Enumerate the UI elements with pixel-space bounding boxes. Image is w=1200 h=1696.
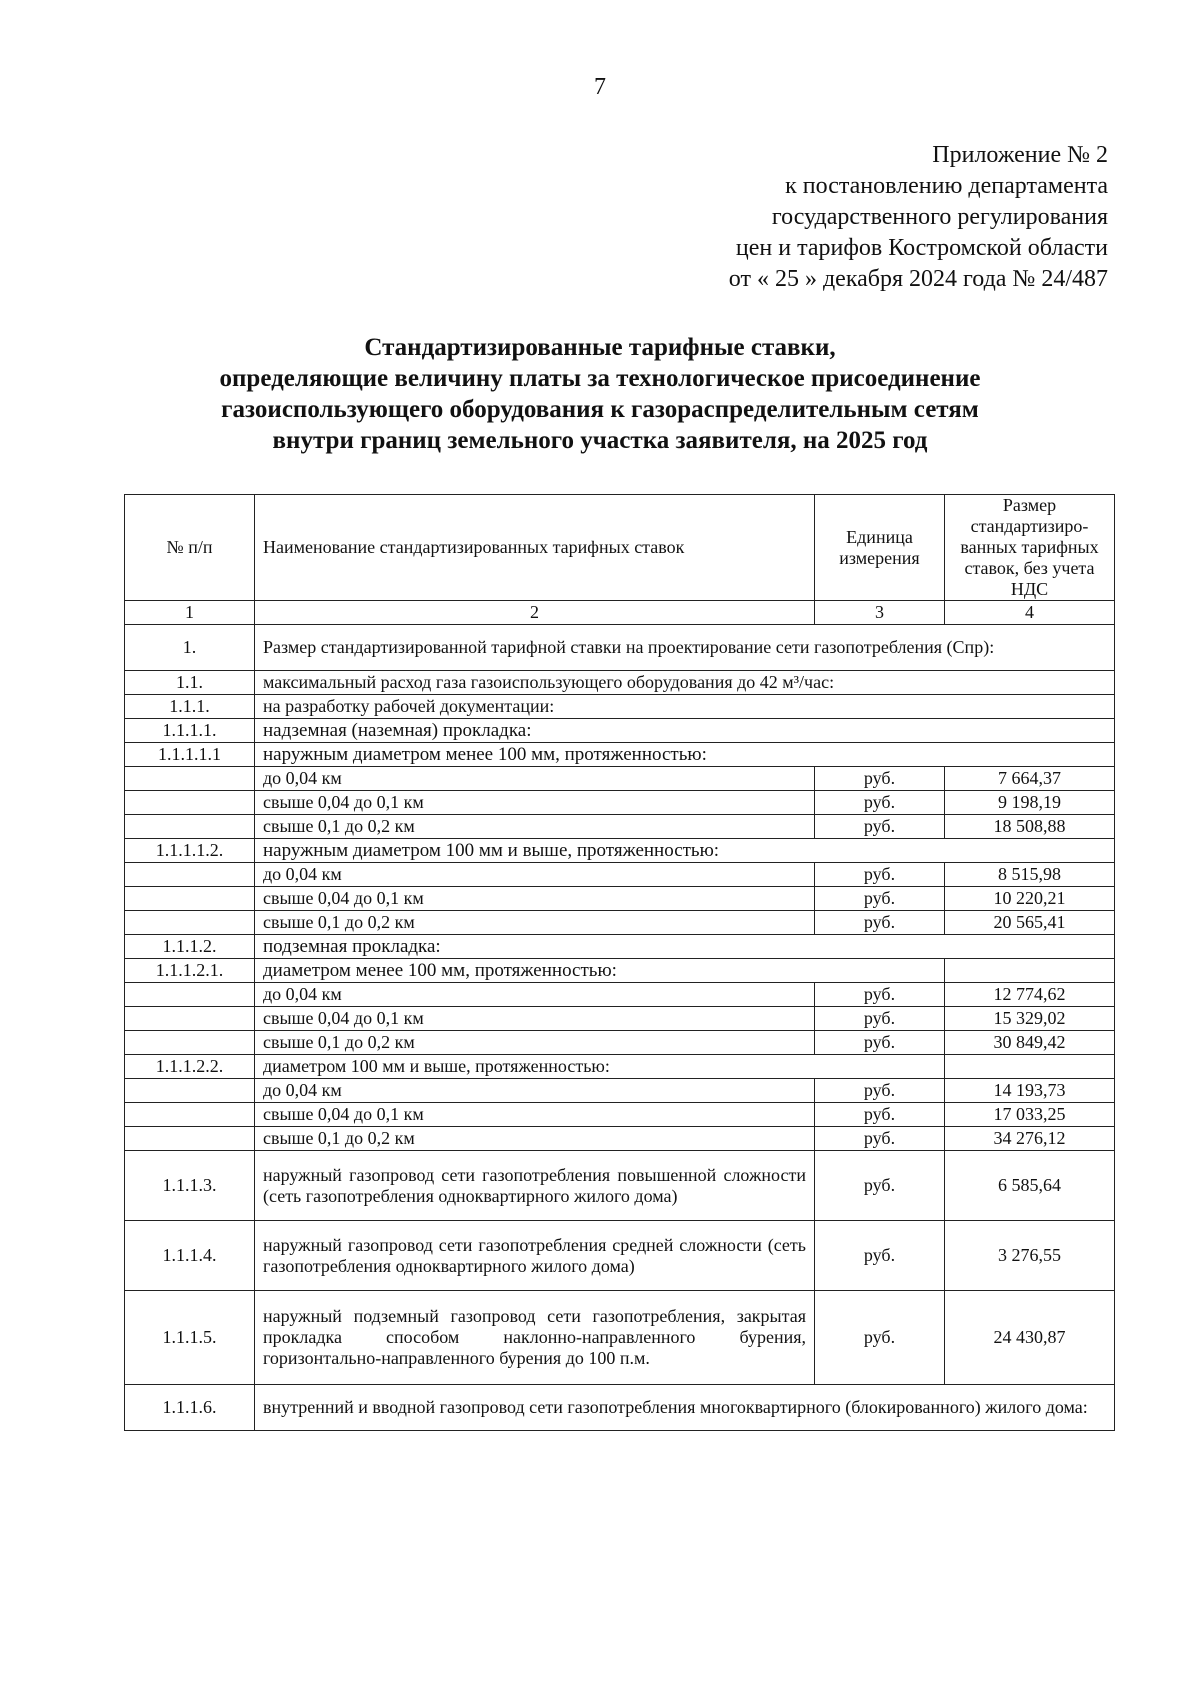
row-number: 1.1.1.6. [125, 1385, 255, 1431]
table-header-row [125, 495, 1115, 601]
row-value: 8 515,98 [945, 863, 1115, 887]
row-name: наружный подземный газопровод сети газопотребления, закрытая прокладка способом наклонно-направленного бурения, горизонтально-направленного бурения до 100 п.м. [255, 1291, 815, 1385]
row-number [125, 1079, 255, 1103]
table-row [125, 671, 1115, 695]
row-name: наружным диаметром 100 мм и выше, протяженностью: [255, 839, 1115, 863]
row-value [945, 1055, 1115, 1079]
row-number: 1.1.1.3. [125, 1151, 255, 1221]
appendix-line: Приложение № 2 [932, 142, 1108, 168]
table-row [125, 1127, 1115, 1151]
column-number: 4 [945, 601, 1115, 625]
row-number [125, 767, 255, 791]
row-number: 1. [125, 625, 255, 671]
row-name: до 0,04 км [255, 863, 815, 887]
table-row [125, 1291, 1115, 1385]
row-value: 7 664,37 [945, 767, 1115, 791]
header-unit: Единица измерения [815, 495, 945, 601]
row-value: 12 774,62 [945, 983, 1115, 1007]
row-unit: руб. [815, 1151, 945, 1221]
table-row [125, 625, 1115, 671]
row-name: до 0,04 км [255, 1079, 815, 1103]
row-value: 10 220,21 [945, 887, 1115, 911]
row-name: до 0,04 км [255, 983, 815, 1007]
row-name: свыше 0,1 до 0,2 км [255, 1127, 815, 1151]
row-name: подземная прокладка: [255, 935, 1115, 959]
table-row [125, 1103, 1115, 1127]
row-value: 14 193,73 [945, 1079, 1115, 1103]
column-number: 1 [125, 601, 255, 625]
row-unit: руб. [815, 767, 945, 791]
row-unit: руб. [815, 983, 945, 1007]
row-name: диаметром 100 мм и выше, протяженностью: [255, 1055, 945, 1079]
row-name: наружный газопровод сети газопотребления повышенной сложности (сеть газопотребления одноквартирного жилого дома) [255, 1151, 815, 1221]
row-name: надземная (наземная) прокладка: [255, 719, 1115, 743]
row-value: 20 565,41 [945, 911, 1115, 935]
row-number [125, 887, 255, 911]
appendix-block [729, 140, 1108, 295]
row-name: свыше 0,04 до 0,1 км [255, 1007, 815, 1031]
row-value: 24 430,87 [945, 1291, 1115, 1385]
table-row [125, 1079, 1115, 1103]
row-number [125, 863, 255, 887]
row-value: 15 329,02 [945, 1007, 1115, 1031]
row-number: 1.1.1. [125, 695, 255, 719]
table-row [125, 935, 1115, 959]
row-value: 6 585,64 [945, 1151, 1115, 1221]
row-value: 17 033,25 [945, 1103, 1115, 1127]
title-line: внутри границ земельного участка заявителя, на 2025 год [272, 427, 928, 454]
table-row [125, 815, 1115, 839]
row-unit: руб. [815, 911, 945, 935]
table-row [125, 1221, 1115, 1291]
row-number [125, 1031, 255, 1055]
table-row [125, 959, 1115, 983]
table-row [125, 839, 1115, 863]
row-number: 1.1. [125, 671, 255, 695]
row-name: до 0,04 км [255, 767, 815, 791]
row-number: 1.1.1.1.2. [125, 839, 255, 863]
row-name: свыше 0,1 до 0,2 км [255, 1031, 815, 1055]
tariff-table [124, 494, 1115, 1431]
table-row [125, 743, 1115, 767]
row-name: наружным диаметром менее 100 мм, протяженностью: [255, 743, 1115, 767]
row-unit: руб. [815, 815, 945, 839]
row-value: 3 276,55 [945, 1221, 1115, 1291]
row-unit: руб. [815, 863, 945, 887]
row-unit: руб. [815, 1291, 945, 1385]
row-value: 18 508,88 [945, 815, 1115, 839]
title-line: Стандартизированные тарифные ставки, [364, 334, 836, 361]
row-name: на разработку рабочей документации: [255, 695, 1115, 719]
appendix-line: к постановлению департамента [785, 173, 1108, 199]
column-number: 2 [255, 601, 815, 625]
row-unit: руб. [815, 791, 945, 815]
table-row [125, 983, 1115, 1007]
table-body [125, 625, 1115, 1431]
row-number: 1.1.1.2.2. [125, 1055, 255, 1079]
row-number: 1.1.1.4. [125, 1221, 255, 1291]
header-value: Размер стандартизиро-ванных тарифных ставок, без учета НДС [945, 495, 1115, 601]
row-number [125, 911, 255, 935]
row-name: наружный газопровод сети газопотребления средней сложности (сеть газопотребления одноквартирного жилого дома) [255, 1221, 815, 1291]
row-number [125, 983, 255, 1007]
row-number [125, 1127, 255, 1151]
row-value [945, 959, 1115, 983]
row-unit: руб. [815, 1079, 945, 1103]
row-number: 1.1.1.2. [125, 935, 255, 959]
row-name: Размер стандартизированной тарифной ставки на проектирование сети газопотребления (Спр): [255, 625, 1115, 671]
document-title [0, 332, 1200, 456]
page-number: 7 [594, 74, 606, 100]
table-row [125, 1007, 1115, 1031]
row-value: 9 198,19 [945, 791, 1115, 815]
row-name: максимальный расход газа газоиспользующего оборудования до 42 м³/час: [255, 671, 1115, 695]
table-row [125, 1385, 1115, 1431]
row-name: свыше 0,1 до 0,2 км [255, 815, 815, 839]
row-value: 30 849,42 [945, 1031, 1115, 1055]
row-number [125, 815, 255, 839]
row-number [125, 791, 255, 815]
row-number: 1.1.1.2.1. [125, 959, 255, 983]
header-num: № п/п [125, 495, 255, 601]
row-number: 1.1.1.1.1 [125, 743, 255, 767]
table-row [125, 695, 1115, 719]
appendix-line: от « 25 » декабря 2024 года № 24/487 [728, 266, 1108, 292]
row-name: свыше 0,04 до 0,1 км [255, 887, 815, 911]
appendix-line: государственного регулирования [771, 204, 1108, 230]
column-number: 3 [815, 601, 945, 625]
table-row [125, 887, 1115, 911]
row-unit: руб. [815, 1031, 945, 1055]
row-unit: руб. [815, 1221, 945, 1291]
row-unit: руб. [815, 1007, 945, 1031]
table-row [125, 719, 1115, 743]
table-row [125, 863, 1115, 887]
row-unit: руб. [815, 1103, 945, 1127]
row-number: 1.1.1.5. [125, 1291, 255, 1385]
row-number [125, 1007, 255, 1031]
header-name: Наименование стандартизированных тарифных ставок [255, 495, 815, 601]
row-name: свыше 0,04 до 0,1 км [255, 1103, 815, 1127]
column-number-row [125, 601, 1115, 625]
row-value: 34 276,12 [945, 1127, 1115, 1151]
row-name: свыше 0,1 до 0,2 км [255, 911, 815, 935]
row-unit: руб. [815, 1127, 945, 1151]
table-row [125, 1031, 1115, 1055]
title-line: газоиспользующего оборудования к газораспределительным сетям [221, 396, 979, 423]
row-number: 1.1.1.1. [125, 719, 255, 743]
table-row [125, 791, 1115, 815]
table-row [125, 911, 1115, 935]
row-number [125, 1103, 255, 1127]
table-row [125, 1055, 1115, 1079]
row-name: внутренний и вводной газопровод сети газопотребления многоквартирного (блокированного) жилого дома: [255, 1385, 1115, 1431]
row-name: диаметром менее 100 мм, протяженностью: [255, 959, 945, 983]
table-row [125, 767, 1115, 791]
row-unit: руб. [815, 887, 945, 911]
row-name: свыше 0,04 до 0,1 км [255, 791, 815, 815]
table-row [125, 1151, 1115, 1221]
appendix-line: цен и тарифов Костромской области [735, 235, 1108, 261]
title-line: определяющие величину платы за технологическое присоединение [219, 365, 981, 392]
